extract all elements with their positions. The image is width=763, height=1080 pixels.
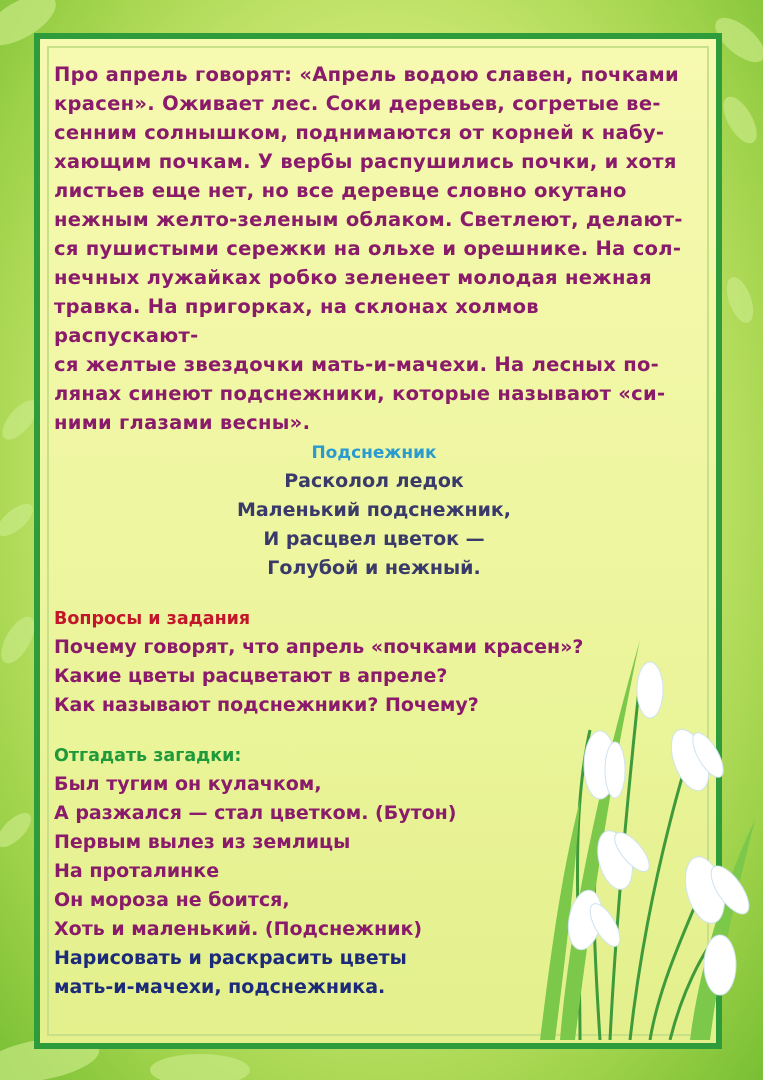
- intro-line: нечных лужайках робко зеленеет молодая нежная: [54, 266, 652, 289]
- intro-line: листьев еще нет, но все деревце словно окутано: [54, 179, 627, 202]
- poem-line: Голубой и нежный.: [267, 557, 481, 579]
- leaf-icon: [0, 498, 38, 542]
- riddles-title: Отгадать загадки:: [54, 746, 242, 766]
- intro-line: ся пушистыми сережки на ольхе и орешнике. На сол-: [54, 237, 682, 260]
- snowdrop-icon: [704, 935, 736, 995]
- intro-line: хающим почкам. У вербы распушились почки, и хотя: [54, 150, 677, 173]
- riddle-line: Хоть и маленький. (Подснежник): [54, 918, 423, 940]
- riddle-line: Он мороза не боится,: [54, 889, 290, 911]
- intro-text: [54, 60, 684, 437]
- task-line: Нарисовать и раскрасить цветы: [54, 947, 407, 969]
- riddle-line: На проталинке: [54, 860, 220, 882]
- document-content: [54, 60, 684, 1002]
- leaf-icon: [717, 91, 763, 148]
- task-section: [54, 944, 684, 1002]
- leaf-icon: [0, 807, 37, 852]
- question-line: Какие цветы расцветают в апреле?: [54, 665, 448, 687]
- intro-line: ними глазами весны».: [54, 411, 311, 434]
- poem: [54, 439, 694, 583]
- riddle-line: А разжался — стал цветком. (Бутон): [54, 802, 457, 824]
- intro-line: лянах синеют подснежники, которые называют «си-: [54, 382, 666, 405]
- poem-line: Расколол ледок: [284, 470, 464, 492]
- question-line: Как называют подснежники? Почему?: [54, 694, 479, 716]
- questions-title: Вопросы и задания: [54, 609, 251, 629]
- questions-section: [54, 605, 684, 720]
- intro-line: ся желтые звездочки мать-и-мачехи. На лесных по-: [54, 353, 660, 376]
- riddles-section: [54, 742, 684, 944]
- intro-line: Про апрель говорят: «Апрель водою славен, почками: [54, 63, 679, 86]
- poem-line: И расцвел цветок —: [263, 528, 485, 550]
- poem-title: Подснежник: [311, 443, 437, 463]
- intro-line: сенним солнышком, поднимаются от корней к набу-: [54, 121, 665, 144]
- leaf-icon: [721, 274, 758, 327]
- intro-line: красен». Оживает лес. Соки деревьев, согретые ве-: [54, 92, 661, 115]
- riddle-line: Первым вылез из землицы: [54, 831, 351, 853]
- leaf-icon: [150, 1054, 250, 1080]
- poem-line: Маленький подснежник,: [236, 499, 512, 521]
- task-line: мать-и-мачехи, подснежника.: [54, 976, 386, 998]
- intro-line: нежным желто-зеленым облаком. Светлеют, делают-: [54, 208, 683, 231]
- question-line: Почему говорят, что апрель «почками красен»?: [54, 636, 584, 658]
- intro-line: травка. На пригорках, на склонах холмов распускают-: [54, 295, 539, 347]
- riddle-line: Был тугим он кулачком,: [54, 773, 322, 795]
